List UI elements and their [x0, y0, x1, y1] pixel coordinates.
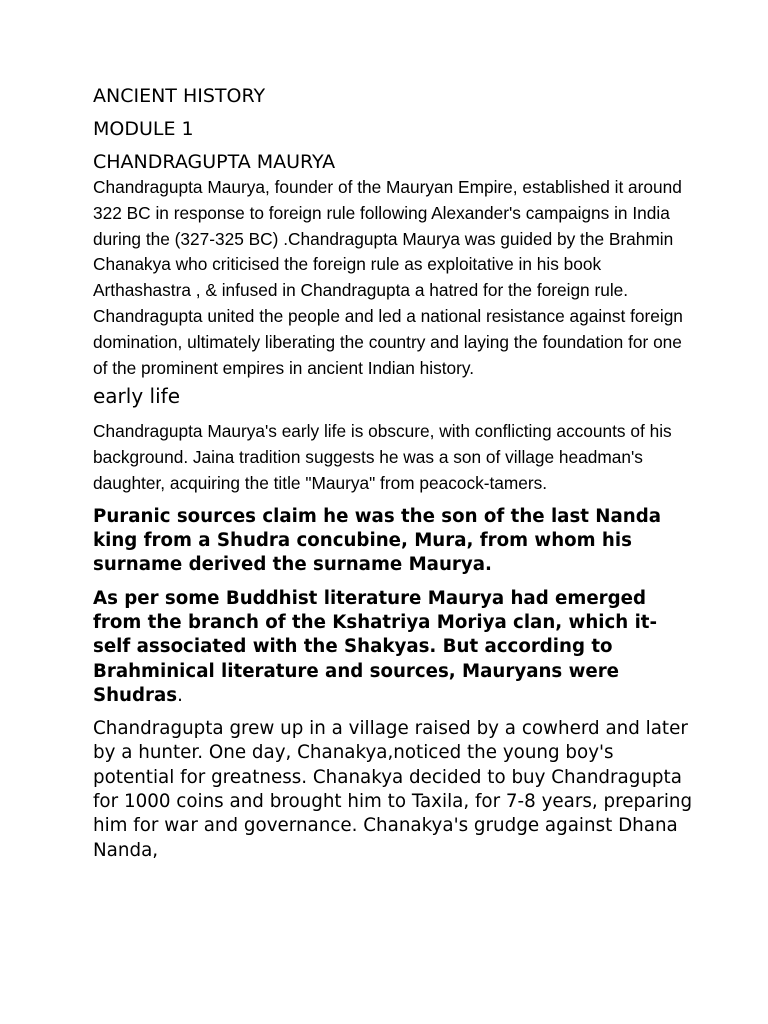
buddhist-text: As per some Buddhist literature Maurya had emerged from the branch of the Kshatriya Moriya clan, which it- self associated with the Shakyas. But according to Brahminical literature and sources, Mauryans were Shudras — [93, 587, 658, 706]
section-heading: ANCIENT HISTORY — [93, 85, 266, 107]
module-heading: MODULE 1 — [93, 118, 194, 140]
upbringing-paragraph: Chandragupta grew up in a village raised by a cowherd and later by a hunter. One day, Chanakya,noticed the young boy's potential for greatness. Chanakya decided to buy Chandragupta for 1000 coins and brought him to Taxila, for 7-8 years, preparing him for war and governance. Chanakya's grudge against Dhana Nanda, — [93, 718, 693, 861]
document-page — [93, 84, 693, 863]
intro-paragraph: Chandragupta Maurya, founder of the Mauryan Empire, established it around 322 BC in response to foreign rule following Alexander's campaigns in India during the (327-325 BC) .Chandragupta Maurya was guided by the Brahmin Chanakya who criticised the foreign rule as exploitative in his book Arthashastra , & infused in Chandragupta a hatred for the foreign rule. Chandragupta united the people and led a national resistance against foreign domination, ultimately liberating the country and laying the foundation for one of the prominent empires in ancient Indian history. — [93, 177, 683, 378]
early-life-paragraph: Chandragupta Maurya's early life is obscure, with conflicting accounts of his background. Jaina tradition suggests he was a son of village headman's daughter, acquiring the title "Maurya" from peacock-tamers. — [93, 421, 672, 493]
puranic-paragraph: Puranic sources claim he was the son of the last Nanda king from a Shudra concubine, Mura, from whom his surname derived the surname Maurya. — [93, 505, 662, 576]
early-life-heading: early life — [93, 384, 180, 409]
buddhist-period: . — [177, 684, 183, 706]
topic-heading: CHANDRAGUPTA MAURYA — [93, 151, 336, 173]
buddhist-paragraph — [93, 587, 693, 708]
